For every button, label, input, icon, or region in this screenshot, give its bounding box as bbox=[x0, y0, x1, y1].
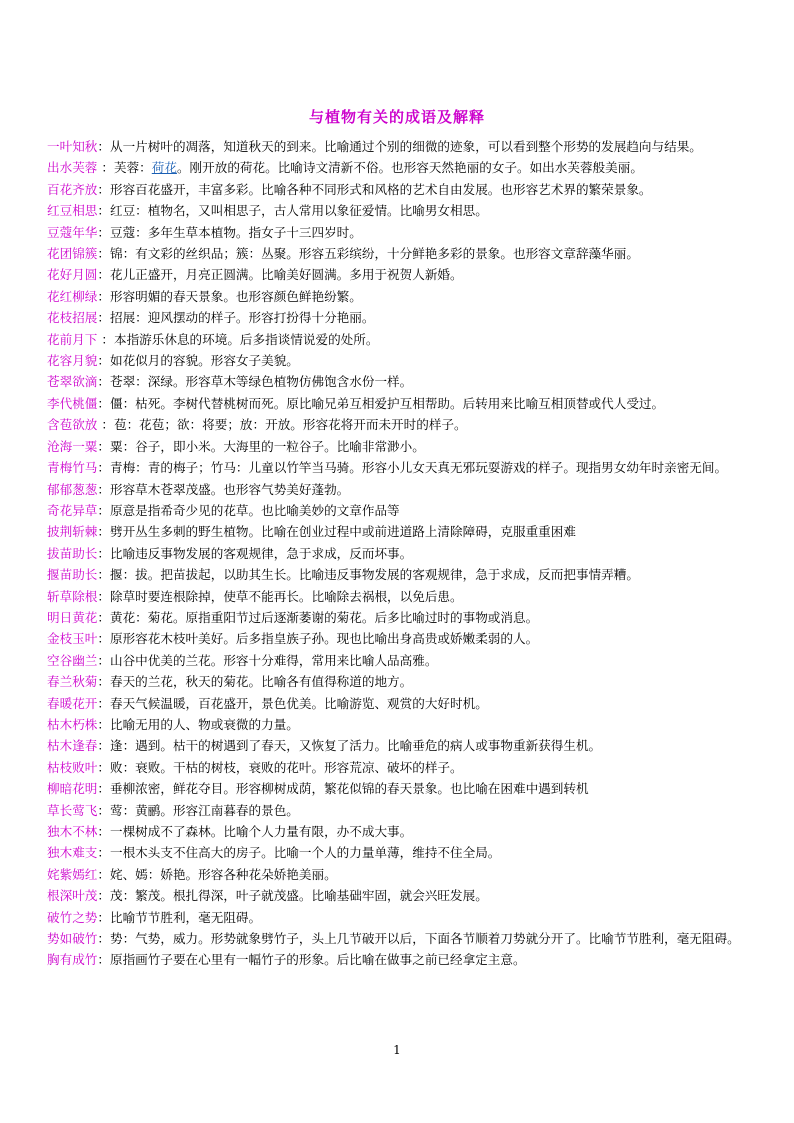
idiom-separator: ： bbox=[97, 588, 110, 604]
idiom-entry bbox=[47, 179, 753, 200]
idiom-term: 青梅竹马 bbox=[47, 460, 98, 476]
idiom-entry bbox=[47, 286, 753, 307]
idiom-term: 根深叶茂 bbox=[47, 888, 98, 904]
idiom-term: 百花齐放 bbox=[47, 181, 98, 197]
idiom-entry bbox=[47, 949, 753, 970]
idiom-term: 空谷幽兰 bbox=[47, 652, 98, 668]
idiom-term: 李代桃僵 bbox=[47, 395, 98, 411]
idiom-separator: ： bbox=[97, 888, 110, 904]
idiom-separator: ： bbox=[97, 631, 110, 647]
idiom-term: 豆蔻年华 bbox=[47, 224, 98, 240]
idiom-term: 枯木逢春 bbox=[47, 738, 98, 754]
idiom-separator: ： bbox=[97, 181, 110, 197]
idiom-term: 金枝玉叶 bbox=[47, 631, 98, 647]
idiom-separator: ： bbox=[97, 695, 110, 711]
idiom-definition: 败：衰败。干枯的树枝，衰败的花叶。形容荒凉、破坏的样子。 bbox=[109, 759, 463, 775]
idiom-term: 枯木朽株 bbox=[47, 716, 98, 732]
idiom-entry bbox=[47, 907, 753, 928]
idiom-entry bbox=[47, 157, 753, 178]
idiom-separator: ： bbox=[97, 310, 110, 326]
idiom-term: 花好月圆 bbox=[47, 267, 98, 283]
idiom-entry bbox=[47, 414, 753, 435]
idiom-separator: ： bbox=[97, 417, 114, 433]
idiom-definition: 春天气候温暖，百花盛开，景色优美。比喻游览、观赏的大好时机。 bbox=[109, 695, 488, 711]
idiom-entry bbox=[47, 393, 753, 414]
idiom-entry bbox=[47, 714, 753, 735]
idiom-definition: 比喻违反事物发展的客观规律，急于求成，反而坏事。 bbox=[109, 545, 413, 561]
idiom-entry bbox=[47, 307, 753, 328]
idiom-term: 红豆相思 bbox=[47, 203, 98, 219]
idiom-separator: ： bbox=[97, 609, 110, 625]
idiom-separator: ： bbox=[97, 866, 110, 882]
idiom-entry bbox=[47, 521, 753, 542]
idiom-separator: ： bbox=[97, 353, 110, 369]
idiom-definition: 除草时要连根除掉，使草不能再长。比喻除去祸根，以免后患。 bbox=[109, 588, 463, 604]
idiom-definition: 逢：遇到。枯干的树遇到了春天，又恢复了活力。比喻垂危的病人或事物重新获得生机。 bbox=[109, 738, 602, 754]
idiom-separator: ： bbox=[97, 716, 110, 732]
idiom-term: 枯枝败叶 bbox=[47, 759, 98, 775]
idiom-separator: ： bbox=[97, 567, 110, 583]
idiom-separator: ： bbox=[97, 481, 110, 497]
idiom-separator: ： bbox=[97, 331, 114, 347]
idiom-term: 春兰秋菊 bbox=[47, 674, 98, 690]
idiom-entry bbox=[47, 436, 753, 457]
idiom-definition: 茂：繁茂。根扎得深，叶子就茂盛。比喻基础牢固，就会兴旺发展。 bbox=[109, 888, 488, 904]
idiom-entry bbox=[47, 200, 753, 221]
idiom-entry bbox=[47, 543, 753, 564]
idiom-separator: ： bbox=[97, 438, 110, 454]
idiom-definition: 垂柳浓密，鲜花夺目。形容柳树成荫，繁花似锦的春天景象。也比喻在困难中遇到转机 bbox=[109, 781, 589, 797]
idiom-entry bbox=[47, 350, 753, 371]
idiom-definition: 僵：枯死。李树代替桃树而死。原比喻兄弟互相爱护互相帮助。后转用来比喻互相顶替或代人受过。 bbox=[109, 395, 665, 411]
idiom-term: 花容月貌 bbox=[47, 353, 98, 369]
idiom-entry bbox=[47, 607, 753, 628]
idiom-separator: ： bbox=[97, 952, 110, 968]
idiom-definition: 揠：拔。把苗拔起，以助其生长。比喻违反事物发展的客观规律，急于求成，反而把事情弄糟。 bbox=[109, 567, 639, 583]
idiom-term: 独木不林 bbox=[47, 824, 98, 839]
idiom-term: 揠苗助长 bbox=[47, 567, 98, 583]
idiom-entry bbox=[47, 457, 753, 478]
idiom-definition: 比喻无用的人、物或衰微的力量。 bbox=[109, 716, 299, 732]
idiom-definition: 从一片树叶的凋落，知道秋天的到来。比喻通过个别的细微的迹象，可以看到整个形势的发展趋向与结果。 bbox=[109, 139, 702, 154]
idiom-separator: ： bbox=[97, 524, 110, 540]
idiom-entry bbox=[47, 264, 753, 285]
idiom-separator: ： bbox=[97, 845, 110, 861]
idiom-separator: ： bbox=[97, 502, 110, 518]
idiom-term: 斩草除根 bbox=[47, 588, 98, 604]
idiom-entry bbox=[47, 928, 753, 949]
idiom-entry bbox=[47, 479, 753, 500]
idiom-entry bbox=[47, 800, 753, 821]
idiom-entry bbox=[47, 757, 753, 778]
idiom-term: 姹紫嫣红 bbox=[47, 866, 98, 882]
idiom-separator: ： bbox=[97, 802, 110, 818]
idiom-separator: ： bbox=[97, 781, 110, 797]
idiom-definition: 原意是指希奇少见的花草。也比喻美妙的文章作品等 bbox=[109, 502, 400, 518]
idiom-separator: ： bbox=[97, 738, 110, 754]
idiom-definition: 形容百花盛开，丰富多彩。比喻各种不同形式和风格的艺术自由发展。也形容艺术界的繁荣景象。 bbox=[109, 181, 652, 197]
idiom-term: 花团锦簇 bbox=[47, 246, 98, 262]
idiom-separator: ： bbox=[97, 909, 110, 925]
idiom-entry bbox=[47, 564, 753, 585]
idiom-term: 独木难支 bbox=[47, 845, 98, 861]
idiom-entry bbox=[47, 671, 753, 692]
idiom-term: 拔苗助长 bbox=[47, 545, 98, 561]
idiom-definition: 姹、嫣：娇艳。形容各种花朵娇艳美丽。 bbox=[109, 866, 337, 882]
idiom-separator: ： bbox=[97, 160, 114, 176]
idiom-definition: 原指画竹子要在心里有一幅竹子的形象。后比喻在做事之前已经拿定主意。 bbox=[109, 952, 526, 968]
idiom-entry bbox=[47, 885, 753, 906]
idiom-definition: 势：气势，威力。形势就象劈竹子，头上几节破开以后，下面各节顺着刀势就分开了。比喻节节胜利，毫无阻碍。 bbox=[109, 931, 740, 947]
idiom-term: 花前月下 bbox=[47, 331, 98, 347]
idiom-definition: 粟：谷子，即小米。大海里的一粒谷子。比喻非常渺小。 bbox=[109, 438, 425, 454]
idiom-definition: 本指游乐休息的环境。后多指谈情说爱的处所。 bbox=[113, 331, 379, 347]
idiom-definition: 花儿正盛开，月亮正圆满。比喻美好圆满。多用于祝贺人新婚。 bbox=[109, 267, 463, 283]
idiom-term: 花红柳绿 bbox=[47, 288, 98, 304]
idiom-definition: 原形容花木枝叶美好。后多指皇族子孙。现也比喻出身高贵或娇嫩柔弱的人。 bbox=[109, 631, 539, 647]
idiom-term: 草长莺飞 bbox=[47, 802, 98, 818]
idiom-separator: ： bbox=[97, 374, 110, 390]
idiom-entry bbox=[47, 371, 753, 392]
idiom-separator: ： bbox=[97, 824, 110, 839]
idiom-separator: ： bbox=[97, 139, 110, 154]
idiom-definition: 比喻节节胜利，毫无阻碍。 bbox=[109, 909, 262, 925]
idiom-separator: ： bbox=[97, 203, 110, 219]
idiom-definition: 苍翠：深绿。形容草木等绿色植物仿佛饱含水份一样。 bbox=[109, 374, 413, 390]
idiom-definition: 一棵树成不了森林。比喻个人力量有限，办不成大事。 bbox=[109, 824, 413, 839]
idiom-entry bbox=[47, 500, 753, 521]
idiom-term: 一叶知秋 bbox=[47, 139, 98, 154]
idiom-definition-prefix: 芙蓉： bbox=[113, 160, 152, 176]
idiom-entry bbox=[47, 735, 753, 756]
idiom-separator: ： bbox=[97, 224, 110, 240]
idiom-definition: 如花似月的容貌。形容女子美貌。 bbox=[109, 353, 299, 369]
idiom-entry bbox=[47, 586, 753, 607]
idiom-separator: ： bbox=[97, 288, 110, 304]
idiom-term: 奇花异草 bbox=[47, 502, 98, 518]
idiom-entry bbox=[47, 821, 753, 842]
idiom-definition: 。刚开放的荷花。比喻诗文清新不俗。也形容天然艳丽的女子。如出水芙蓉般美丽。 bbox=[176, 160, 643, 176]
idiom-entry bbox=[47, 842, 753, 863]
idiom-definition: 莺：黄鹂。形容江南暮春的景色。 bbox=[109, 802, 299, 818]
idiom-separator: ： bbox=[97, 460, 110, 476]
hyperlink[interactable]: 荷花 bbox=[151, 160, 177, 176]
idiom-definition: 青梅：青的梅子；竹马：儿童以竹竿当马骑。形容小儿女天真无邪玩耍游戏的样子。现指男女幼年时亲密无间。 bbox=[109, 460, 728, 476]
idiom-separator: ： bbox=[97, 759, 110, 775]
idiom-entry bbox=[47, 222, 753, 243]
idiom-term: 春暖花开 bbox=[47, 695, 98, 711]
idiom-separator: ： bbox=[97, 545, 110, 561]
idiom-term: 胸有成竹 bbox=[47, 952, 98, 968]
idiom-separator: ： bbox=[97, 246, 110, 262]
idiom-term: 含苞欲放 bbox=[47, 417, 98, 433]
idiom-separator: ： bbox=[97, 674, 110, 690]
idiom-definition: 黄花：菊花。原指重阳节过后逐渐萎谢的菊花。后多比喻过时的事物或消息。 bbox=[109, 609, 539, 625]
idiom-definition: 招展：迎风摆动的样子。形容打扮得十分艳丽。 bbox=[109, 310, 375, 326]
idiom-term: 披荆斩棘 bbox=[47, 524, 98, 540]
idiom-definition: 锦：有文彩的丝织品；簇：丛聚。形容五彩缤纷，十分鲜艳多彩的景象。也形容文章辞藻华丽。 bbox=[109, 246, 639, 262]
idiom-term: 破竹之势 bbox=[47, 909, 98, 925]
idiom-entry bbox=[47, 864, 753, 885]
idiom-term: 郁郁葱葱 bbox=[47, 481, 98, 497]
idiom-definition: 形容明媚的春天景象。也形容颜色鲜艳纷繁。 bbox=[109, 288, 362, 304]
idiom-entry bbox=[47, 650, 753, 671]
idiom-term: 苍翠欲滴 bbox=[47, 374, 98, 390]
idiom-entry bbox=[47, 243, 753, 264]
idiom-term: 沧海一粟 bbox=[47, 438, 98, 454]
idiom-term: 花枝招展 bbox=[47, 310, 98, 326]
idiom-list bbox=[47, 136, 753, 971]
page-number: 1 bbox=[393, 1043, 401, 1057]
idiom-definition: 红豆：植物名，又叫相思子，古人常用以象征爱情。比喻男女相思。 bbox=[109, 203, 488, 219]
idiom-definition: 豆蔻：多年生草本植物。指女子十三四岁时。 bbox=[109, 224, 362, 240]
idiom-entry bbox=[47, 778, 753, 799]
idiom-term: 出水芙蓉 bbox=[47, 160, 98, 176]
idiom-separator: ： bbox=[97, 931, 110, 947]
idiom-definition: 形容草木苍翠茂盛。也形容气势美好蓬勃。 bbox=[109, 481, 350, 497]
idiom-entry bbox=[47, 329, 753, 350]
document-title: 与植物有关的成语及解释 bbox=[308, 108, 485, 126]
idiom-term: 明日黄花 bbox=[47, 609, 98, 625]
idiom-entry bbox=[47, 693, 753, 714]
idiom-separator: ： bbox=[97, 267, 110, 283]
idiom-term: 势如破竹 bbox=[47, 931, 98, 947]
idiom-entry bbox=[47, 136, 753, 157]
idiom-definition: 山谷中优美的兰花。形容十分难得，常用来比喻人品高雅。 bbox=[109, 652, 438, 668]
idiom-definition: 劈开丛生多刺的野生植物。比喻在创业过程中或前进道路上清除障碍，克服重重困难 bbox=[109, 524, 576, 540]
idiom-definition: 苞：花苞；欲：将要；放：开放。形容花将开而未开时的样子。 bbox=[113, 417, 467, 433]
idiom-definition: 一根木头支不住高大的房子。比喻一个人的力量单薄，维持不住全局。 bbox=[109, 845, 501, 861]
idiom-separator: ： bbox=[97, 652, 110, 668]
idiom-separator: ： bbox=[97, 395, 110, 411]
idiom-definition: 春天的兰花，秋天的菊花。比喻各有值得称道的地方。 bbox=[109, 674, 413, 690]
idiom-entry bbox=[47, 628, 753, 649]
idiom-term: 柳暗花明 bbox=[47, 781, 98, 797]
